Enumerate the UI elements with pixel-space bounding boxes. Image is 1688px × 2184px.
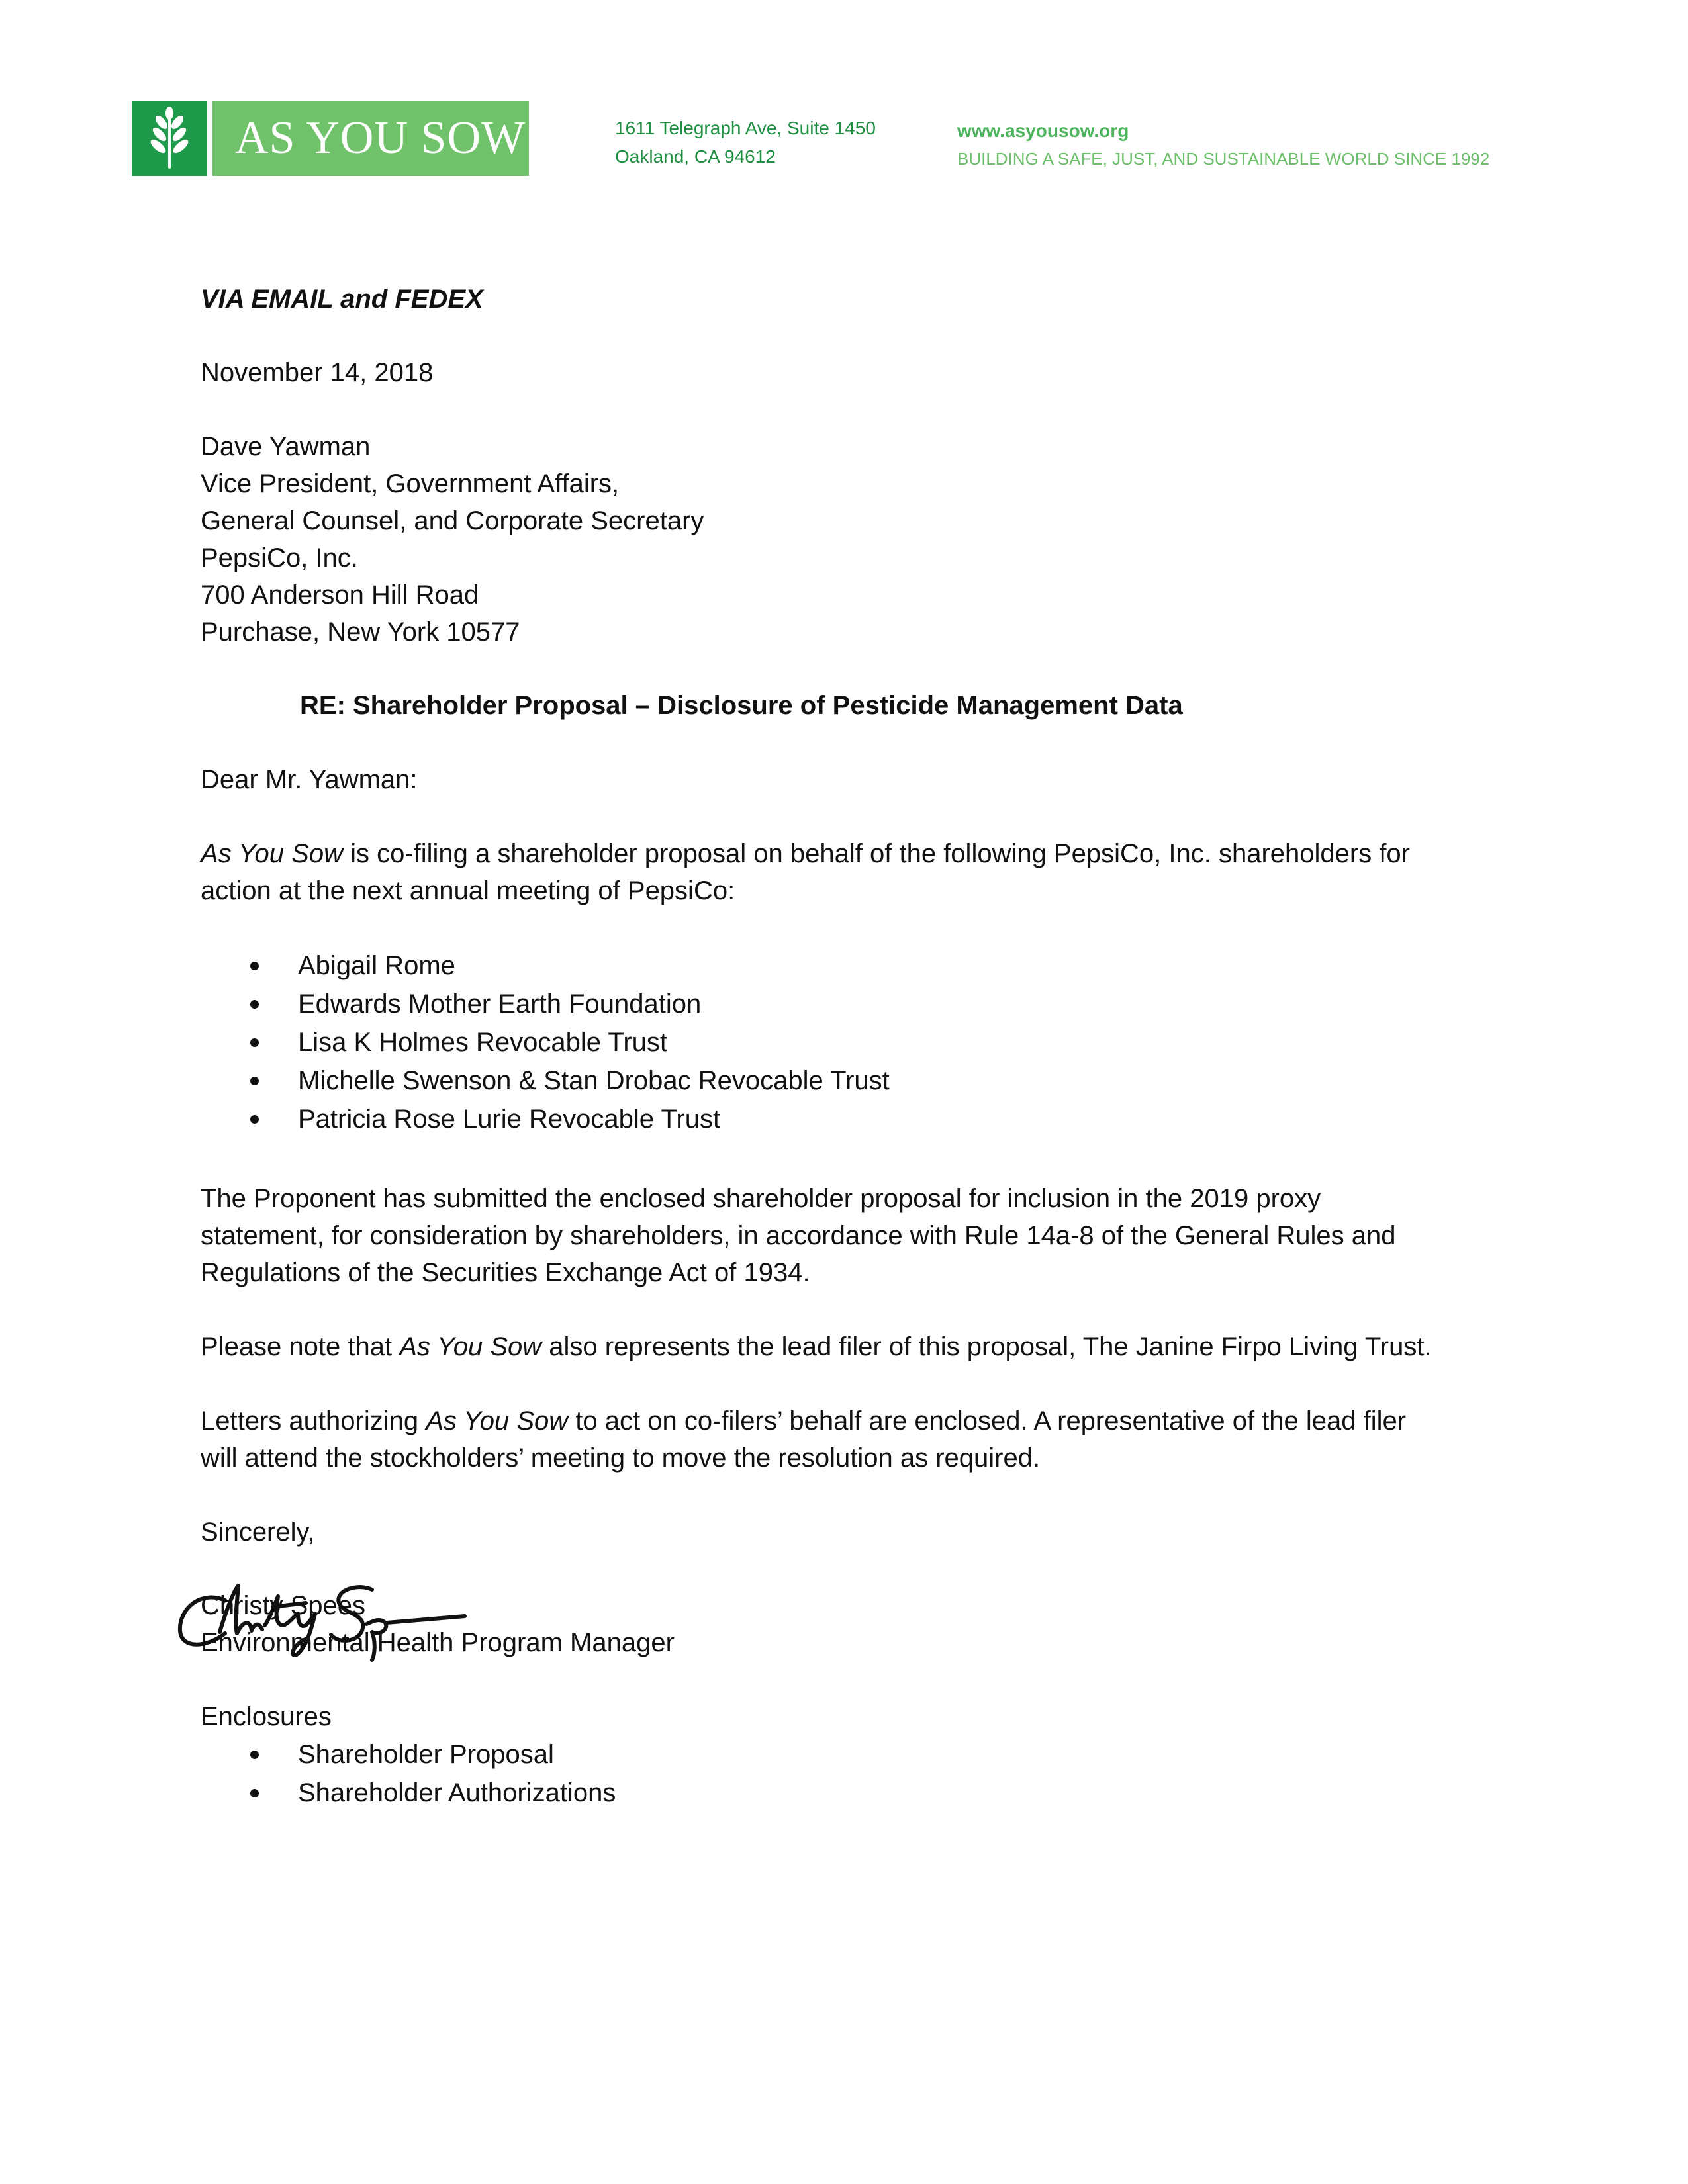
paragraph-3-text: Please note that (201, 1332, 400, 1361)
logo-divider (207, 101, 212, 176)
logo-wordmark: AS YOU SOW (212, 101, 529, 176)
shareholder-list (250, 946, 890, 1138)
org-name-italic: As You Sow (426, 1406, 569, 1435)
org-name-italic: As You Sow (201, 839, 343, 868)
org-name-italic: As You Sow (399, 1332, 542, 1361)
sprout-icon (132, 101, 207, 176)
paragraph-1-line-1 (201, 835, 1410, 872)
list-item: Michelle Swenson & Stan Drobac Revocable Trust (250, 1062, 890, 1100)
signer-name: Christy Spees (201, 1591, 365, 1620)
paragraph-4-text: Letters authorizing (201, 1406, 426, 1435)
paragraph-1-text: is co-filing a shareholder proposal on behalf of the following PepsiCo, Inc. shareholders for (342, 839, 1410, 868)
list-item: Edwards Mother Earth Foundation (250, 985, 890, 1023)
paragraph-4-text: to act on co-filers’ behalf are enclosed. A representative of the lead filer (568, 1406, 1407, 1435)
enclosures-list (250, 1735, 616, 1812)
paragraph-4-line-1 (201, 1402, 1406, 1439)
list-item: Lisa K Holmes Revocable Trust (250, 1023, 890, 1062)
delivery-method: VIA EMAIL and FEDEX (201, 285, 483, 314)
letterhead-web (957, 116, 1489, 173)
recipient-line: PepsiCo, Inc. (201, 543, 358, 572)
address-line-2: Oakland, CA 94612 (615, 146, 776, 167)
recipient-line: Purchase, New York 10577 (201, 617, 520, 647)
paragraph-4-line-2: will attend the stockholders’ meeting to move the resolution as required. (201, 1443, 1041, 1473)
as-you-sow-logo (132, 101, 529, 176)
paragraph-3 (201, 1328, 1432, 1365)
recipient-line: 700 Anderson Hill Road (201, 580, 479, 610)
list-item: Shareholder Proposal (250, 1735, 616, 1774)
tagline: BUILDING A SAFE, JUST, AND SUSTAINABLE WORLD SINCE 1992 (957, 149, 1490, 169)
paragraph-2-line: Regulations of the Securities Exchange Act of 1934. (201, 1258, 810, 1287)
letterhead-address (615, 114, 876, 171)
subject-line: RE: Shareholder Proposal – Disclosure of Pesticide Management Data (300, 691, 1183, 720)
recipient-line: Vice President, Government Affairs, (201, 469, 620, 498)
closing: Sincerely, (201, 1518, 315, 1547)
letter-date: November 14, 2018 (201, 358, 434, 387)
signer-title: Environmental Health Program Manager (201, 1628, 675, 1657)
list-item: Patricia Rose Lurie Revocable Trust (250, 1100, 890, 1138)
website-link[interactable]: www.asyousow.org (957, 120, 1129, 141)
list-item: Abigail Rome (250, 946, 890, 985)
paragraph-3-text: also represents the lead filer of this proposal, The Janine Firpo Living Trust. (541, 1332, 1432, 1361)
list-item: Shareholder Authorizations (250, 1774, 616, 1812)
salutation: Dear Mr. Yawman: (201, 765, 418, 794)
address-line-1: 1611 Telegraph Ave, Suite 1450 (615, 118, 876, 138)
enclosures-label: Enclosures (201, 1702, 332, 1731)
paragraph-2-line: statement, for consideration by shareholders, in accordance with Rule 14a-8 of the General Rules and (201, 1221, 1396, 1250)
paragraph-1-line-2: action at the next annual meeting of PepsiCo: (201, 876, 735, 905)
recipient-line: Dave Yawman (201, 432, 371, 461)
recipient-line: General Counsel, and Corporate Secretary (201, 506, 704, 535)
paragraph-2-line: The Proponent has submitted the enclosed shareholder proposal for inclusion in the 2019 proxy (201, 1184, 1321, 1213)
